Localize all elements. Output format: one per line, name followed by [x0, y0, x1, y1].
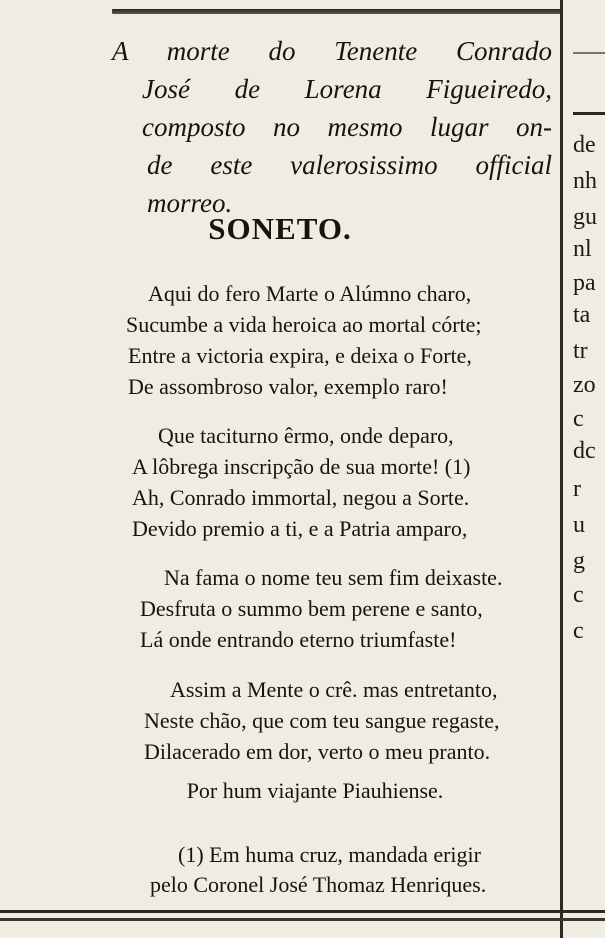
bottom-rule	[0, 918, 605, 921]
adjacent-column-fragment: dc	[573, 438, 596, 464]
signature: Por hum viajante Piauhiense.	[186, 778, 444, 803]
top-rule	[112, 9, 562, 14]
bottom-rule	[0, 910, 605, 913]
stanza-1	[118, 278, 558, 402]
adjacent-column-fragment: c	[573, 406, 584, 432]
heading-line: morreo.	[147, 188, 233, 218]
verse-line: Neste chão, que com teu sangue regaste,	[144, 708, 500, 733]
heading-line: de este valerosissimo official	[147, 150, 552, 180]
verse-line: Dilacerado em dor, verto o meu pranto.	[144, 739, 491, 764]
adjacent-column-fragment: tr	[573, 338, 588, 364]
footnote	[150, 840, 562, 900]
adjacent-column-fragment: c	[573, 618, 584, 644]
heading-line: composto no mesmo lugar on-	[142, 112, 552, 142]
verse-line: Lá onde entrando eterno triumfaste!	[140, 627, 457, 652]
verse-line: Devido premio a ti, e a Patria amparo,	[132, 516, 468, 541]
adjacent-column-fragment: pa	[573, 270, 596, 296]
column-rule	[560, 0, 563, 938]
adjacent-column-fragment: gu	[573, 204, 597, 230]
verse-line: A lôbrega inscripção de sua morte! (1)	[132, 454, 471, 479]
adjacent-column-fragment: g	[573, 548, 585, 574]
adjacent-column-fragment: u	[573, 512, 585, 538]
footnote-line: pelo Coronel José Thomaz Henriques.	[150, 872, 487, 897]
stanza-4	[118, 674, 558, 767]
poem-title: SONETO.	[208, 211, 352, 246]
verse-line: Ah, Conrado immortal, negou a Sorte.	[132, 485, 470, 510]
verse-line: Na fama o nome teu sem fim deixaste.	[164, 565, 503, 590]
heading-line: A morte do Tenente Conrado	[112, 36, 552, 66]
verse-line: Desfruta o summo bem perene e santo,	[140, 596, 483, 621]
adjacent-column-fragment: c	[573, 582, 584, 608]
adjacent-column-fragment: nh	[573, 168, 597, 194]
adjacent-column-fragment: nl	[573, 236, 592, 262]
poem-heading	[112, 32, 552, 222]
verse-line: Assim a Mente o crê. mas entretanto,	[170, 677, 498, 702]
verse-line: Sucumbe a vida heroica ao mortal córte;	[126, 312, 482, 337]
verse-line: De assombroso valor, exemplo raro!	[128, 374, 448, 399]
heading-line: José de Lorena Figueiredo,	[142, 74, 552, 104]
adjacent-column	[573, 0, 605, 938]
verse-line: Aqui do fero Marte o Alúmno charo,	[148, 281, 472, 306]
verse-line: Entre a victoria expira, e deixa o Forte,	[128, 343, 472, 368]
footnote-line: (1) Em huma cruz, mandada erigir	[178, 842, 481, 867]
stanza-3	[118, 562, 558, 655]
adjacent-column-fragment: zo	[573, 372, 596, 398]
adjacent-column-fragment: ta	[573, 302, 591, 328]
verse-line: Que taciturno êrmo, onde deparo,	[158, 423, 454, 448]
stanza-2	[118, 420, 558, 544]
adjacent-column-fragment: de	[573, 132, 596, 158]
adjacent-column-fragment: r	[573, 476, 581, 502]
